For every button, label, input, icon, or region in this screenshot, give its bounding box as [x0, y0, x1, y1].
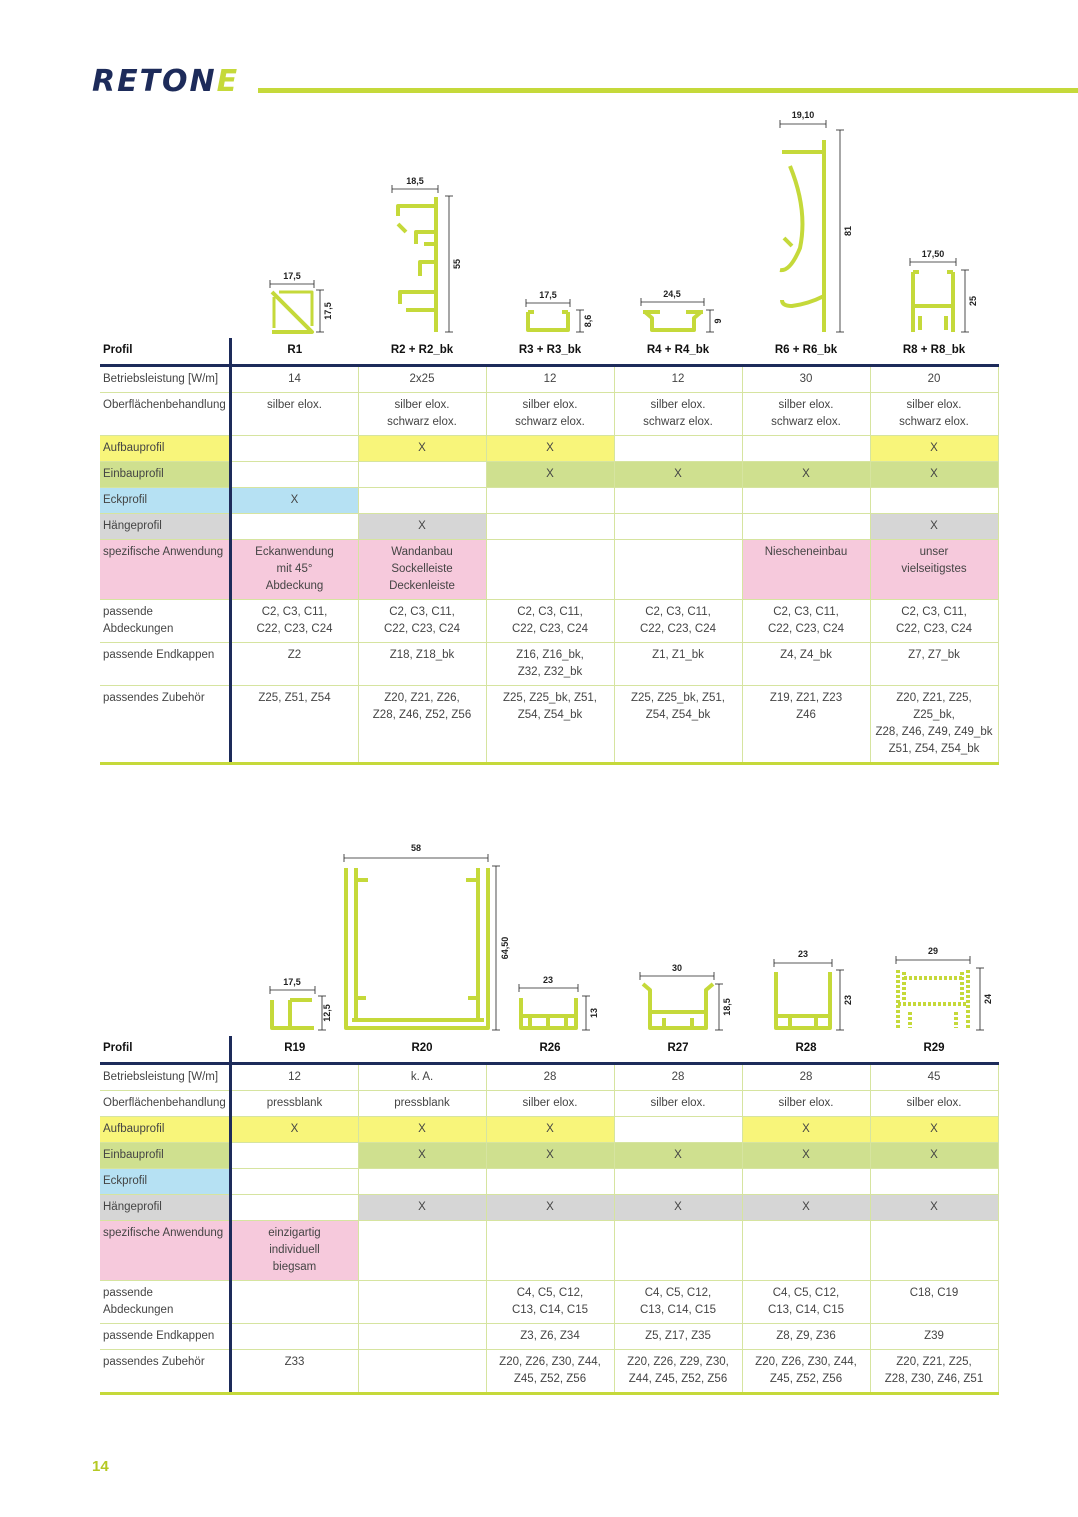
table-row [100, 1324, 998, 1350]
dim-r19-height: 12,5 [322, 1004, 332, 1022]
table-cell: X [614, 462, 742, 488]
row-label: spezifische Anwendung [100, 1221, 230, 1281]
table-cell: X [358, 1143, 486, 1169]
profile-r6-shape [780, 140, 824, 332]
dim-r8-width: 17,50 [921, 249, 945, 259]
row-label: Oberflächenbehandlung [100, 1091, 230, 1117]
table-cell: X [614, 1143, 742, 1169]
row-label: Einbauprofil [100, 462, 230, 488]
table-cell: Z2 [230, 643, 358, 686]
table-cell: X [486, 462, 614, 488]
table-cell: 12 [486, 366, 614, 393]
table-cell [358, 1324, 486, 1350]
table-row [100, 1221, 998, 1281]
row-label: Aufbauprofil [100, 1117, 230, 1143]
dim-r26-width: 23 [542, 975, 554, 985]
table-cell: Z4, Z4_bk [742, 643, 870, 686]
table-cell: Z1, Z1_bk [614, 643, 742, 686]
header-profile-2: R20 [358, 1036, 486, 1064]
dim-r26-height: 13 [589, 1007, 599, 1019]
dim-r28-width: 23 [797, 949, 809, 959]
dim-r3-height: 8,6 [583, 314, 593, 328]
table-cell: C2, C3, C11, C22, C23, C24 [230, 600, 358, 643]
table-cell: C4, C5, C12, C13, C14, C15 [614, 1281, 742, 1324]
table-cell [614, 1169, 742, 1195]
dim-r6-width: 19,10 [791, 110, 815, 120]
table-cell [870, 1221, 998, 1281]
header-profile-4: R4 + R4_bk [614, 338, 742, 366]
table-cell: 20 [870, 366, 998, 393]
table-cell [358, 1221, 486, 1281]
table-cell: silber elox. [742, 1091, 870, 1117]
table-row [100, 462, 998, 488]
table-cell: Z39 [870, 1324, 998, 1350]
table-row [100, 600, 998, 643]
table-header-row [100, 1036, 998, 1064]
table-cell: silber elox. [486, 1091, 614, 1117]
table-cell: Z20, Z21, Z25, Z28, Z30, Z46, Z51 [870, 1350, 998, 1394]
table-cell [614, 514, 742, 540]
profile-r26-shape [521, 998, 576, 1028]
table-row [100, 436, 998, 462]
header-profile-5: R28 [742, 1036, 870, 1064]
table-cell [614, 488, 742, 514]
table-cell: Z8, Z9, Z36 [742, 1324, 870, 1350]
table-cell: 12 [614, 366, 742, 393]
table-cell: C2, C3, C11, C22, C23, C24 [870, 600, 998, 643]
header-label: Profil [100, 338, 230, 366]
profile-r3-shape [528, 312, 568, 330]
table-cell: Z16, Z16_bk, Z32, Z32_bk [486, 643, 614, 686]
table-cell: Z5, Z17, Z35 [614, 1324, 742, 1350]
table-cell [230, 514, 358, 540]
table-row [100, 366, 998, 393]
table-row [100, 1169, 998, 1195]
table-cell: Z18, Z18_bk [358, 643, 486, 686]
dim-r3-width: 17,5 [539, 290, 557, 300]
table-cell: X [614, 1195, 742, 1221]
table-cell: Z20, Z26, Z29, Z30, Z44, Z45, Z52, Z56 [614, 1350, 742, 1394]
table-cell [358, 1350, 486, 1394]
table-cell [358, 1169, 486, 1195]
table-cell [742, 1221, 870, 1281]
table-cell: X [870, 1195, 998, 1221]
table-cell: pressblank [230, 1091, 358, 1117]
dim-r20-width: 58 [410, 843, 422, 853]
table-cell: X [870, 1143, 998, 1169]
row-label: Hängeprofil [100, 514, 230, 540]
table-cell: Z33 [230, 1350, 358, 1394]
table-cell: unser vielseitigstes [870, 540, 998, 600]
row-label: Betriebsleistung [W/m] [100, 1064, 230, 1091]
table-cell: Z19, Z21, Z23 Z46 [742, 686, 870, 764]
header-profile-6: R29 [870, 1036, 998, 1064]
table-row [100, 540, 998, 600]
dim-r1-height: 17,5 [323, 302, 333, 320]
table-row [100, 1064, 998, 1091]
table-cell [230, 1169, 358, 1195]
table-cell: X [870, 436, 998, 462]
table-cell: X [742, 1143, 870, 1169]
header-profile-1: R1 [230, 338, 358, 366]
table-cell: X [230, 488, 358, 514]
row-label: passendes Zubehör [100, 1350, 230, 1394]
row-label: Betriebsleistung [W/m] [100, 366, 230, 393]
row-label: Aufbauprofil [100, 436, 230, 462]
row-label: spezifische Anwendung [100, 540, 230, 600]
table-cell [486, 1169, 614, 1195]
dim-r8-height: 25 [968, 295, 978, 307]
header-accent-line [258, 88, 1078, 93]
table-cell: Z25, Z51, Z54 [230, 686, 358, 764]
table-cell: Z20, Z21, Z26, Z28, Z46, Z52, Z56 [358, 686, 486, 764]
row-label: Oberflächenbehandlung [100, 393, 230, 436]
dim-r19-width: 17,5 [283, 977, 301, 987]
table-cell: pressblank [358, 1091, 486, 1117]
table-row [100, 643, 998, 686]
profile-r8-shape [913, 272, 953, 332]
table-row [100, 1091, 998, 1117]
table-cell: X [870, 1117, 998, 1143]
row-label: Einbauprofil [100, 1143, 230, 1169]
table-cell [870, 488, 998, 514]
table-cell: X [486, 1195, 614, 1221]
table-cell: silber elox. schwarz elox. [614, 393, 742, 436]
table-cell: einzigartig individuell biegsam [230, 1221, 358, 1281]
table-cell: X [358, 436, 486, 462]
header-profile-3: R26 [486, 1036, 614, 1064]
table-cell: 30 [742, 366, 870, 393]
table-cell [230, 1324, 358, 1350]
header-label: Profil [100, 1036, 230, 1064]
header-profile-1: R19 [230, 1036, 358, 1064]
table-cell [358, 1281, 486, 1324]
dim-r27-width: 30 [671, 963, 683, 973]
table-cell: silber elox. schwarz elox. [870, 393, 998, 436]
table-cell [230, 1195, 358, 1221]
row-label: passende Endkappen [100, 1324, 230, 1350]
dim-r27-height: 18,5 [722, 998, 732, 1016]
row-label: passende Endkappen [100, 643, 230, 686]
dim-r4-width: 24,5 [663, 289, 681, 299]
header-profile-6: R8 + R8_bk [870, 338, 998, 366]
table-cell [614, 436, 742, 462]
table-cell: Z20, Z26, Z30, Z44, Z45, Z52, Z56 [742, 1350, 870, 1394]
table-cell: X [358, 514, 486, 540]
profile-r28-shape [776, 972, 830, 1028]
table-cell: 2x25 [358, 366, 486, 393]
retone-logo: RETONE [92, 64, 240, 99]
table-cell [358, 462, 486, 488]
table-row [100, 1281, 998, 1324]
dim-r2-width: 18,5 [406, 176, 424, 186]
table-cell: Z7, Z7_bk [870, 643, 998, 686]
table-header-row [100, 338, 998, 366]
dim-r2-height: 55 [452, 258, 462, 270]
table-cell: silber elox. schwarz elox. [742, 393, 870, 436]
profile-r19-shape [272, 1000, 314, 1028]
table-cell [614, 540, 742, 600]
dim-r29-height: 24 [983, 993, 993, 1005]
table-cell: X [742, 1117, 870, 1143]
header-profile-3: R3 + R3_bk [486, 338, 614, 366]
table-cell: X [742, 462, 870, 488]
table-cell [742, 488, 870, 514]
table-cell: C2, C3, C11, C22, C23, C24 [614, 600, 742, 643]
table-cell: Z25, Z25_bk, Z51, Z54, Z54_bk [486, 686, 614, 764]
row-label: passendes Zubehör [100, 686, 230, 764]
table-cell: C4, C5, C12, C13, C14, C15 [486, 1281, 614, 1324]
table-cell [870, 1169, 998, 1195]
row-label: Hängeprofil [100, 1195, 230, 1221]
profile-r1-shape [272, 292, 312, 332]
table-cell: 14 [230, 366, 358, 393]
table-cell: Wandanbau Sockelleiste Deckenleiste [358, 540, 486, 600]
table-row [100, 488, 998, 514]
profile-r20-shape [346, 868, 488, 1028]
table-cell [486, 514, 614, 540]
table-cell: 28 [486, 1064, 614, 1091]
table-cell: Z25, Z25_bk, Z51, Z54, Z54_bk [614, 686, 742, 764]
table-cell: X [870, 514, 998, 540]
table-cell: C2, C3, C11, C22, C23, C24 [358, 600, 486, 643]
table-cell: X [486, 436, 614, 462]
table-cell [614, 1221, 742, 1281]
table-cell: 28 [614, 1064, 742, 1091]
table-cell: Z3, Z6, Z34 [486, 1324, 614, 1350]
table-cell: X [358, 1117, 486, 1143]
table-cell [486, 1221, 614, 1281]
header-profile-4: R27 [614, 1036, 742, 1064]
row-label: passende Abdeckungen [100, 600, 230, 643]
dim-r6-height: 81 [843, 225, 853, 237]
table-cell: silber elox. schwarz elox. [358, 393, 486, 436]
table-cell: X [358, 1195, 486, 1221]
table-cell: C4, C5, C12, C13, C14, C15 [742, 1281, 870, 1324]
profile-r2-shape [398, 197, 436, 332]
table-row [100, 514, 998, 540]
table-cell: X [870, 462, 998, 488]
table-cell [230, 436, 358, 462]
table-cell: C2, C3, C11, C22, C23, C24 [486, 600, 614, 643]
table-cell: C18, C19 [870, 1281, 998, 1324]
table-cell: Eckanwendung mit 45° Abdeckung [230, 540, 358, 600]
row-label: Eckprofil [100, 1169, 230, 1195]
table-cell [742, 436, 870, 462]
dim-r1-width: 17,5 [283, 271, 301, 281]
table-cell [486, 488, 614, 514]
table-cell: silber elox. [614, 1091, 742, 1117]
table-row [100, 686, 998, 764]
table-cell [742, 514, 870, 540]
table-cell [358, 488, 486, 514]
table-cell: X [742, 1195, 870, 1221]
profile-spec-table-1 [100, 338, 999, 765]
dim-r4-height: 9 [713, 318, 723, 324]
header-profile-5: R6 + R6_bk [742, 338, 870, 366]
table-cell [742, 1169, 870, 1195]
table-cell: silber elox. schwarz elox. [486, 393, 614, 436]
table-cell: X [486, 1117, 614, 1143]
dim-r29-width: 29 [927, 946, 939, 956]
table-cell [230, 1281, 358, 1324]
profile-r4-shape [643, 312, 703, 330]
row-label: Eckprofil [100, 488, 230, 514]
table-cell: Z20, Z21, Z25, Z25_bk, Z28, Z46, Z49, Z49_bk Z51, Z54, Z54_bk [870, 686, 998, 764]
profile-r29-shape [898, 970, 968, 1028]
table-cell: silber elox. [870, 1091, 998, 1117]
table-row [100, 393, 998, 436]
table-cell: C2, C3, C11, C22, C23, C24 [742, 600, 870, 643]
table-cell: Niescheneinbau [742, 540, 870, 600]
row-label: passende Abdeckungen [100, 1281, 230, 1324]
table-cell: Z20, Z26, Z30, Z44, Z45, Z52, Z56 [486, 1350, 614, 1394]
table-cell [486, 540, 614, 600]
profile-spec-table-2 [100, 1036, 999, 1395]
profile-r27-shape [643, 984, 713, 1028]
table-cell [230, 462, 358, 488]
table-cell: k. A. [358, 1064, 486, 1091]
table-row [100, 1195, 998, 1221]
table-cell: 45 [870, 1064, 998, 1091]
dim-r28-height: 23 [843, 994, 853, 1006]
table-cell: silber elox. [230, 393, 358, 436]
dim-r20-height: 64,50 [500, 936, 510, 960]
table-row [100, 1117, 998, 1143]
table-cell: X [230, 1117, 358, 1143]
table-row [100, 1350, 998, 1394]
table-cell [230, 1143, 358, 1169]
header-profile-2: R2 + R2_bk [358, 338, 486, 366]
page-number: 14 [92, 1458, 109, 1475]
table-cell [614, 1117, 742, 1143]
table-cell: 12 [230, 1064, 358, 1091]
table-cell: 28 [742, 1064, 870, 1091]
table-cell: X [486, 1143, 614, 1169]
table-row [100, 1143, 998, 1169]
